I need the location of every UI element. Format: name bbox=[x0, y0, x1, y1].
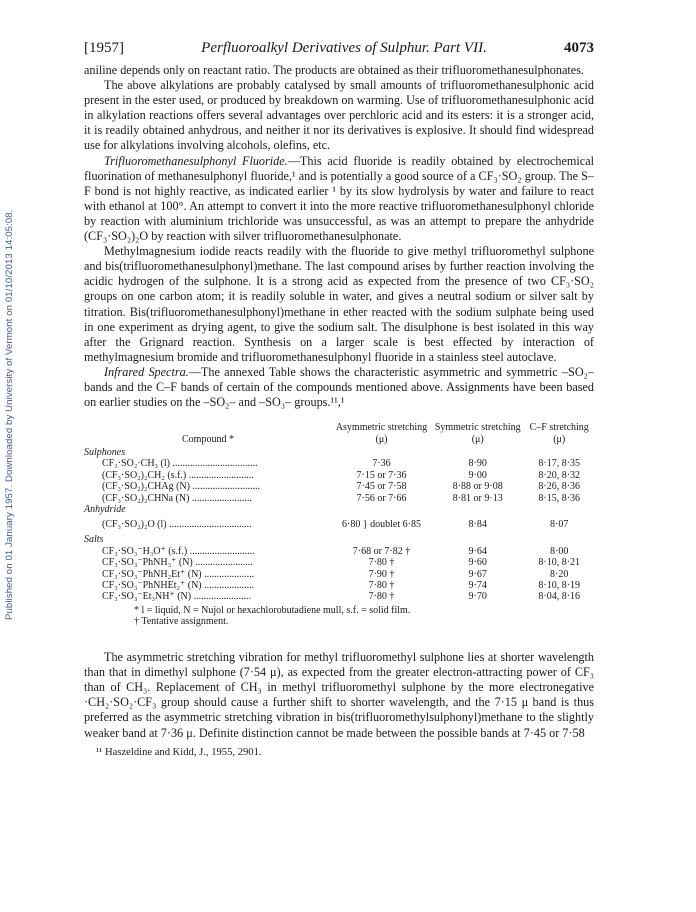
table-cell-cf: 8·26, 8·36 bbox=[538, 481, 581, 493]
table-cell-cf: 8·10, 8·21 bbox=[538, 557, 581, 569]
paragraph-5-text: —The annexed Table shows the characteristic asymmetric and symmetric –SO₂– bands and the C–F bands of certain of the compounds mentioned above. Assignments have been based on earlier studies on the –SO₂– and –SO₃– groups.¹¹,¹ bbox=[84, 364, 594, 410]
table-row bbox=[84, 515, 594, 534]
group-label-anhydride: Anhydride bbox=[84, 504, 126, 515]
infrared-bands-table bbox=[84, 422, 594, 603]
col-header-cf: C–F stretching (μ) bbox=[529, 422, 589, 445]
table-cell-symmetric: 9·64 bbox=[468, 545, 487, 557]
paragraph-3-text: —This acid fluoride is readily obtained by electrochemical fluorination of methanesulphonyl fluoride,¹ and is potentially a good source of a CF₃·SO₂ group. The S–F bond is not highly reactive, as indicated earlier ¹ by its slow hydrolysis by water and failure to react with ethanol at 100°. An attempt to convert it into the more reactive trifluoromethanesulphonyl chloride by reaction with aluminium trichloride was unsuccessful, as was an attempt to prepare the anhydride (CF₃·SO₂)₂O by reaction with silver trifluoromethanesulphonate. bbox=[84, 153, 594, 244]
table-cell-symmetric: 8·84 bbox=[468, 519, 487, 531]
download-watermark bbox=[4, 150, 18, 620]
table-cell-cf: 8·17, 8·35 bbox=[538, 458, 581, 470]
table-cell-cf: 8·15, 8·36 bbox=[538, 492, 581, 504]
table-cell-cf: 8·04, 8·16 bbox=[538, 591, 581, 603]
table-row bbox=[84, 481, 594, 492]
table-cell-compound: CF₃·SO₃⁻H₃O⁺ (s.f.) .......................... bbox=[102, 545, 255, 557]
table-cell-compound: (CF₃·SO₂)₂CHNa (N) ........................ bbox=[102, 492, 252, 504]
table-cell-cf: 8·20 bbox=[550, 568, 569, 580]
section-heading-trifluoromethanesulphonyl-fluoride: Trifluoromethanesulphonyl Fluoride. bbox=[104, 153, 288, 168]
table-cell-cf: 8·07 bbox=[550, 519, 569, 531]
table-cell-symmetric: 8·81 or 9·13 bbox=[452, 492, 503, 504]
table-cell-symmetric: 9·67 bbox=[468, 568, 487, 580]
download-watermark-text: Published on 01 January 1957. Downloaded by University of Vermont on 01/10/2013 14:05:08. bbox=[4, 209, 15, 620]
table-cell-compound: CF₃·SO₂·CH₃ (l) .................................. bbox=[102, 458, 258, 470]
table-cell-cf: 8·10, 8·19 bbox=[538, 580, 581, 592]
table-cell-compound: CF₃·SO₃⁻PhNH₂Et⁺ (N) .................... bbox=[102, 568, 255, 580]
table-cell-asymmetric: 7·15 or 7·36 bbox=[356, 469, 407, 481]
table-cell-asymmetric: 7·45 or 7·58 bbox=[356, 481, 407, 493]
table-cell-asymmetric: 7·90 † bbox=[368, 568, 395, 580]
col-header-symmetric: Symmetric stretching (μ) bbox=[434, 422, 521, 445]
table-cell-symmetric: 8·90 bbox=[468, 458, 487, 470]
table-cell-compound: (CF₃·SO₂)₂CHAg (N) ........................... bbox=[102, 481, 260, 493]
section-heading-infrared-spectra: Infrared Spectra. bbox=[104, 364, 189, 379]
table-row bbox=[84, 470, 594, 481]
running-header bbox=[84, 40, 594, 57]
group-label-salts: Salts bbox=[84, 534, 104, 546]
table-row bbox=[84, 546, 594, 557]
col-header-asymmetric: Asymmetric stretching (μ) bbox=[335, 422, 428, 445]
table-cell-asymmetric: 7·80 † bbox=[368, 591, 395, 603]
table-cell-asymmetric: 7·80 † bbox=[368, 557, 395, 569]
table-cell-symmetric: 8·88 or 9·08 bbox=[452, 481, 503, 493]
table-cell-compound: CF₃·SO₃⁻PhNH₃⁺ (N) ....................... bbox=[102, 557, 253, 569]
table-header-row bbox=[84, 422, 594, 447]
table-row bbox=[84, 458, 594, 469]
table-cell-symmetric: 9·60 bbox=[468, 557, 487, 569]
journal-page bbox=[84, 40, 594, 758]
col-header-compound: Compound * bbox=[182, 433, 234, 445]
table-group-row bbox=[84, 534, 594, 545]
table-notes bbox=[84, 605, 594, 628]
table-group-row bbox=[84, 447, 594, 458]
table-cell-asymmetric: 7·56 or 7·66 bbox=[356, 492, 407, 504]
table-row bbox=[84, 580, 594, 591]
spacer bbox=[84, 628, 594, 650]
footnote-11: ¹¹ Haszeldine and Kidd, J., 1955, 2901. bbox=[96, 746, 262, 758]
table-group-row bbox=[84, 504, 594, 515]
table-cell-symmetric: 9·00 bbox=[468, 469, 487, 481]
table-cell-compound: (CF₃·SO₂)₂O (l) ................................. bbox=[102, 519, 252, 531]
table-row bbox=[84, 493, 594, 504]
group-label-sulphones: Sulphones bbox=[84, 446, 126, 458]
table-cell-compound: CF₃·SO₃⁻Et₃NH⁺ (N) ....................... bbox=[102, 591, 252, 603]
table-cell-cf: 8·20, 8·32 bbox=[538, 469, 581, 481]
table-row bbox=[84, 591, 594, 602]
table-note-abbreviations: * l = liquid, N = Nujol or hexachlorobutadiene mull, s.f. = solid film. bbox=[134, 604, 411, 616]
table-cell-asymmetric: 6·80 } doublet 6·85 bbox=[342, 519, 421, 531]
table-note-tentative: † Tentative assignment. bbox=[134, 616, 229, 628]
table-cell-compound: (CF₃·SO₂)₂CH₂ (s.f.) .......................... bbox=[102, 469, 254, 481]
table-cell-asymmetric: 7·68 or 7·82 † bbox=[352, 545, 411, 557]
table-cell-cf: 8·00 bbox=[550, 545, 569, 557]
paragraph-2: The above alkylations are probably catalysed by small amounts of trifluoromethanesulphonic acid present in the ester used, or produced by breakdown on warming. Use of trifluoromethanesulphonic acid in alkylation reactions offers several advantages over perchloric acid and its esters: it is a stronger acid, it is readily obtained anhydrous, and neither it nor its derivatives is explosive. It should find widespread use for alkylations involving alcohols, olefins, etc. bbox=[84, 78, 594, 153]
table-row bbox=[84, 557, 594, 568]
paragraph-5 bbox=[84, 365, 594, 410]
table-cell-symmetric: 9·70 bbox=[468, 591, 487, 603]
table-cell-compound: CF₃·SO₃⁻PhNHEt₂⁺ (N) .................... bbox=[102, 580, 255, 592]
header-year: [1957] bbox=[84, 40, 124, 56]
page-number: 4073 bbox=[564, 40, 594, 56]
table-row bbox=[84, 569, 594, 580]
header-title: Perfluoroalkyl Derivatives of Sulphur. Part VII. bbox=[201, 40, 487, 56]
table-cell-asymmetric: 7·36 bbox=[372, 458, 391, 470]
paragraph-1: aniline depends only on reactant ratio. The products are obtained as their trifluoromethanesulphonates. bbox=[84, 63, 584, 77]
table-cell-asymmetric: 7·80 † bbox=[368, 580, 395, 592]
paragraph-6: The asymmetric stretching vibration for methyl trifluoromethyl sulphone lies at shorter wavelength than that in dimethyl sulphone (7·54 μ), as expected from the greater electron-attracting power of CF₃ than of CH₃. Replacement of CH₃ in methyl trifluoromethyl sulphone by the more electronegative ·CH₂·SO₂·CF₃ group should cause a further shift to shorter wavelength, and the 7·15 μ band is thus preferred as the asymmetric stretching vibration in bis(trifluoromethylsulphonyl)methane to the slightly weaker band at 7·36 μ. Definite distinction cannot be made between the possible bands at 7·45 or 7·58 bbox=[84, 650, 594, 740]
paragraph-3 bbox=[84, 154, 594, 245]
table-cell-symmetric: 9·74 bbox=[468, 580, 487, 592]
paragraph-4: Methylmagnesium iodide reacts readily with the fluoride to give methyl trifluoromethyl sulphone and bis(trifluoromethanesulphonyl)methane. The last compound arises by further reaction involving the acidic hydrogen of the sulphone. It is a strong acid as expected from the presence of two CF₃·SO₂ groups on one carbon atom; it is readily soluble in water, and gives a neutral sodium or silver salt by titration. Bis(trifluoromethanesulphonyl)methane in ether reacted with the sodium sulphate being used in one experiment as drying agent, to give the sodium salt. The disulphone is best isolated in this way after the Grignard reaction. Synthesis on a larger scale is best effected by interaction of methylmagnesium bromide and trifluoromethanesulphonyl fluoride in a stainless steel autoclave. bbox=[84, 244, 594, 364]
